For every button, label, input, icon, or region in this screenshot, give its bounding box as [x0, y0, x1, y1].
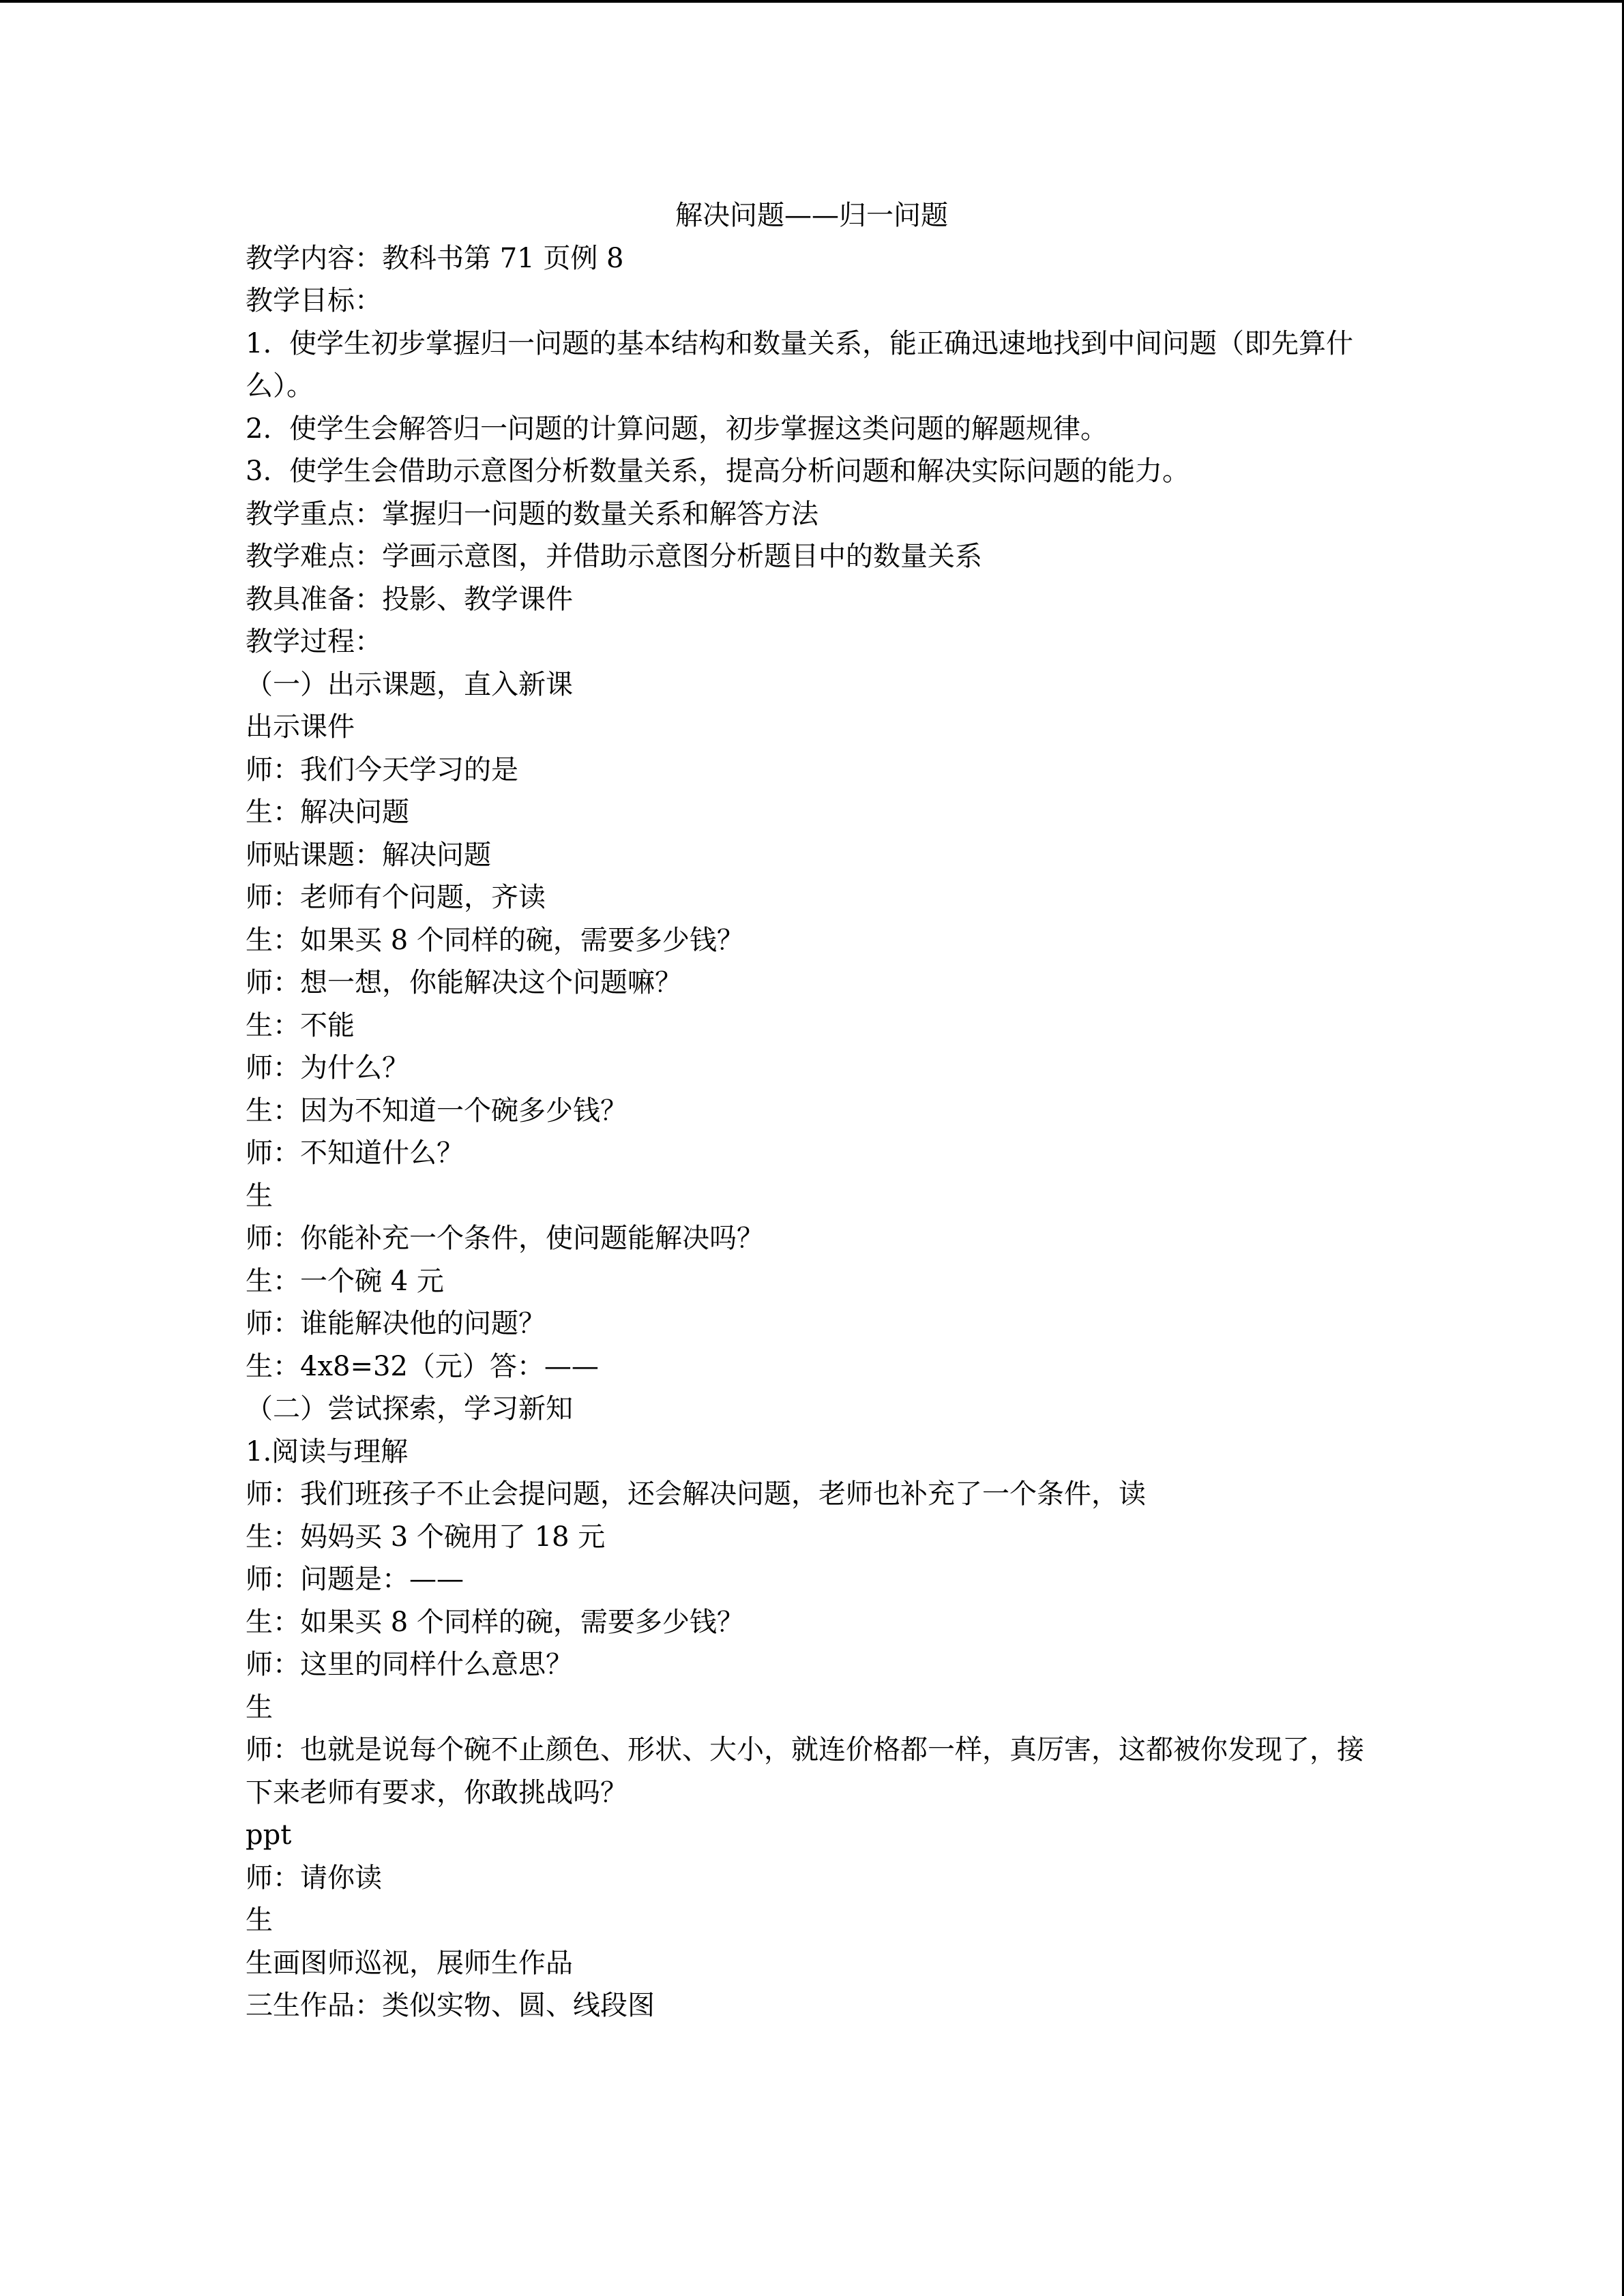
subsection-heading: 1.阅读与理解	[246, 1435, 409, 1467]
teaching-focus: 教学重点：掌握归一问题的数量关系和解答方法	[246, 498, 818, 530]
dialogue-line: 生	[246, 1691, 273, 1723]
dialogue-line: 生：妈妈买 3 个碗用了 18 元	[246, 1521, 606, 1553]
teaching-materials: 教具准备：投影、教学课件	[246, 583, 573, 615]
dialogue-line: 师：为什么？	[246, 1052, 409, 1084]
page-top-border	[0, 0, 1624, 3]
dialogue-line: 师：不知道什么？	[246, 1137, 464, 1169]
goal-text: 使学生会借助示意图分析数量关系，提高分析问题和解决实际问题的能力。	[289, 456, 1190, 487]
document-title: 解决问题——归一问题	[675, 200, 948, 231]
goal-item-2	[246, 408, 1378, 451]
dialogue-line: 师：问题是：——	[246, 1564, 464, 1595]
dialogue-line: 生	[246, 1180, 273, 1212]
dialogue-line: 生：如果买 8 个同样的碗，需要多少钱？	[246, 1606, 744, 1638]
goal-number: 2.	[246, 413, 272, 445]
paragraph: 三生作品：类似实物、圆、线段图	[246, 1990, 655, 2021]
dialogue-line: 师：老师有个问题，齐读	[246, 882, 546, 913]
goal-number: 3.	[246, 456, 272, 487]
dialogue-line: 师贴课题：解决问题	[246, 839, 491, 871]
dialogue-line: 师：你能补充一个条件，使问题能解决吗？	[246, 1223, 764, 1254]
goal-text: 使学生会解答归一问题的计算问题，初步掌握这类问题的解题规律。	[289, 413, 1108, 445]
goal-item-3	[246, 450, 1378, 493]
paragraph: 出示课件	[246, 711, 355, 743]
dialogue-line: 生：如果买 8 个同样的碗，需要多少钱？	[246, 924, 744, 956]
document-body	[246, 194, 1378, 2027]
dialogue-line: 师：想一想，你能解决这个问题嘛？	[246, 967, 682, 998]
dialogue-line: 生：因为不知道一个碗多少钱？	[246, 1094, 628, 1127]
dialogue-line: 生：4x8=32（元）答：——	[246, 1350, 599, 1382]
goal-item-1	[246, 323, 1378, 408]
dialogue-line: 生：解决问题	[246, 796, 409, 828]
paragraph: ppt	[246, 1819, 292, 1851]
section-2-heading: （二）尝试探索，学习新知	[246, 1393, 573, 1425]
section-1-heading: （一）出示课题，直入新课	[246, 668, 573, 700]
teaching-content: 教学内容：教科书第 71 页例 8	[246, 242, 624, 274]
goal-number: 1.	[246, 327, 272, 359]
teaching-process-heading: 教学过程：	[246, 626, 382, 657]
dialogue-line: 生	[246, 1905, 273, 1936]
dialogue-line: 生：一个碗 4 元	[246, 1265, 444, 1297]
dialogue-line: 师：谁能解决他的问题？	[246, 1308, 546, 1339]
paragraph: 生画图师巡视，展师生作品	[246, 1947, 573, 1979]
dialogue-line: 生：不能	[246, 1009, 355, 1041]
teaching-difficulty: 教学难点：学画示意图，并借助示意图分析题目中的数量关系	[246, 541, 982, 572]
dialogue-line: 师：这里的同样什么意思？	[246, 1649, 573, 1680]
dialogue-line: 师：我们今天学习的是	[246, 754, 518, 786]
dialogue-line: 师：也就是说每个碗不止颜色、形状、大小，就连价格都一样，真厉害，这都被你发现了，接下来老师有要求，你敢挑战吗？	[246, 1734, 1364, 1808]
dialogue-line: 师：请你读	[246, 1862, 382, 1894]
goal-text: 使学生初步掌握归一问题的基本结构和数量关系，能正确迅速地找到中间问题（即先算什么）。	[246, 327, 1353, 402]
teaching-goals-heading: 教学目标：	[246, 285, 382, 316]
dialogue-line: 师：我们班孩子不止会提问题，还会解决问题，老师也补充了一个条件，读	[246, 1478, 1146, 1510]
